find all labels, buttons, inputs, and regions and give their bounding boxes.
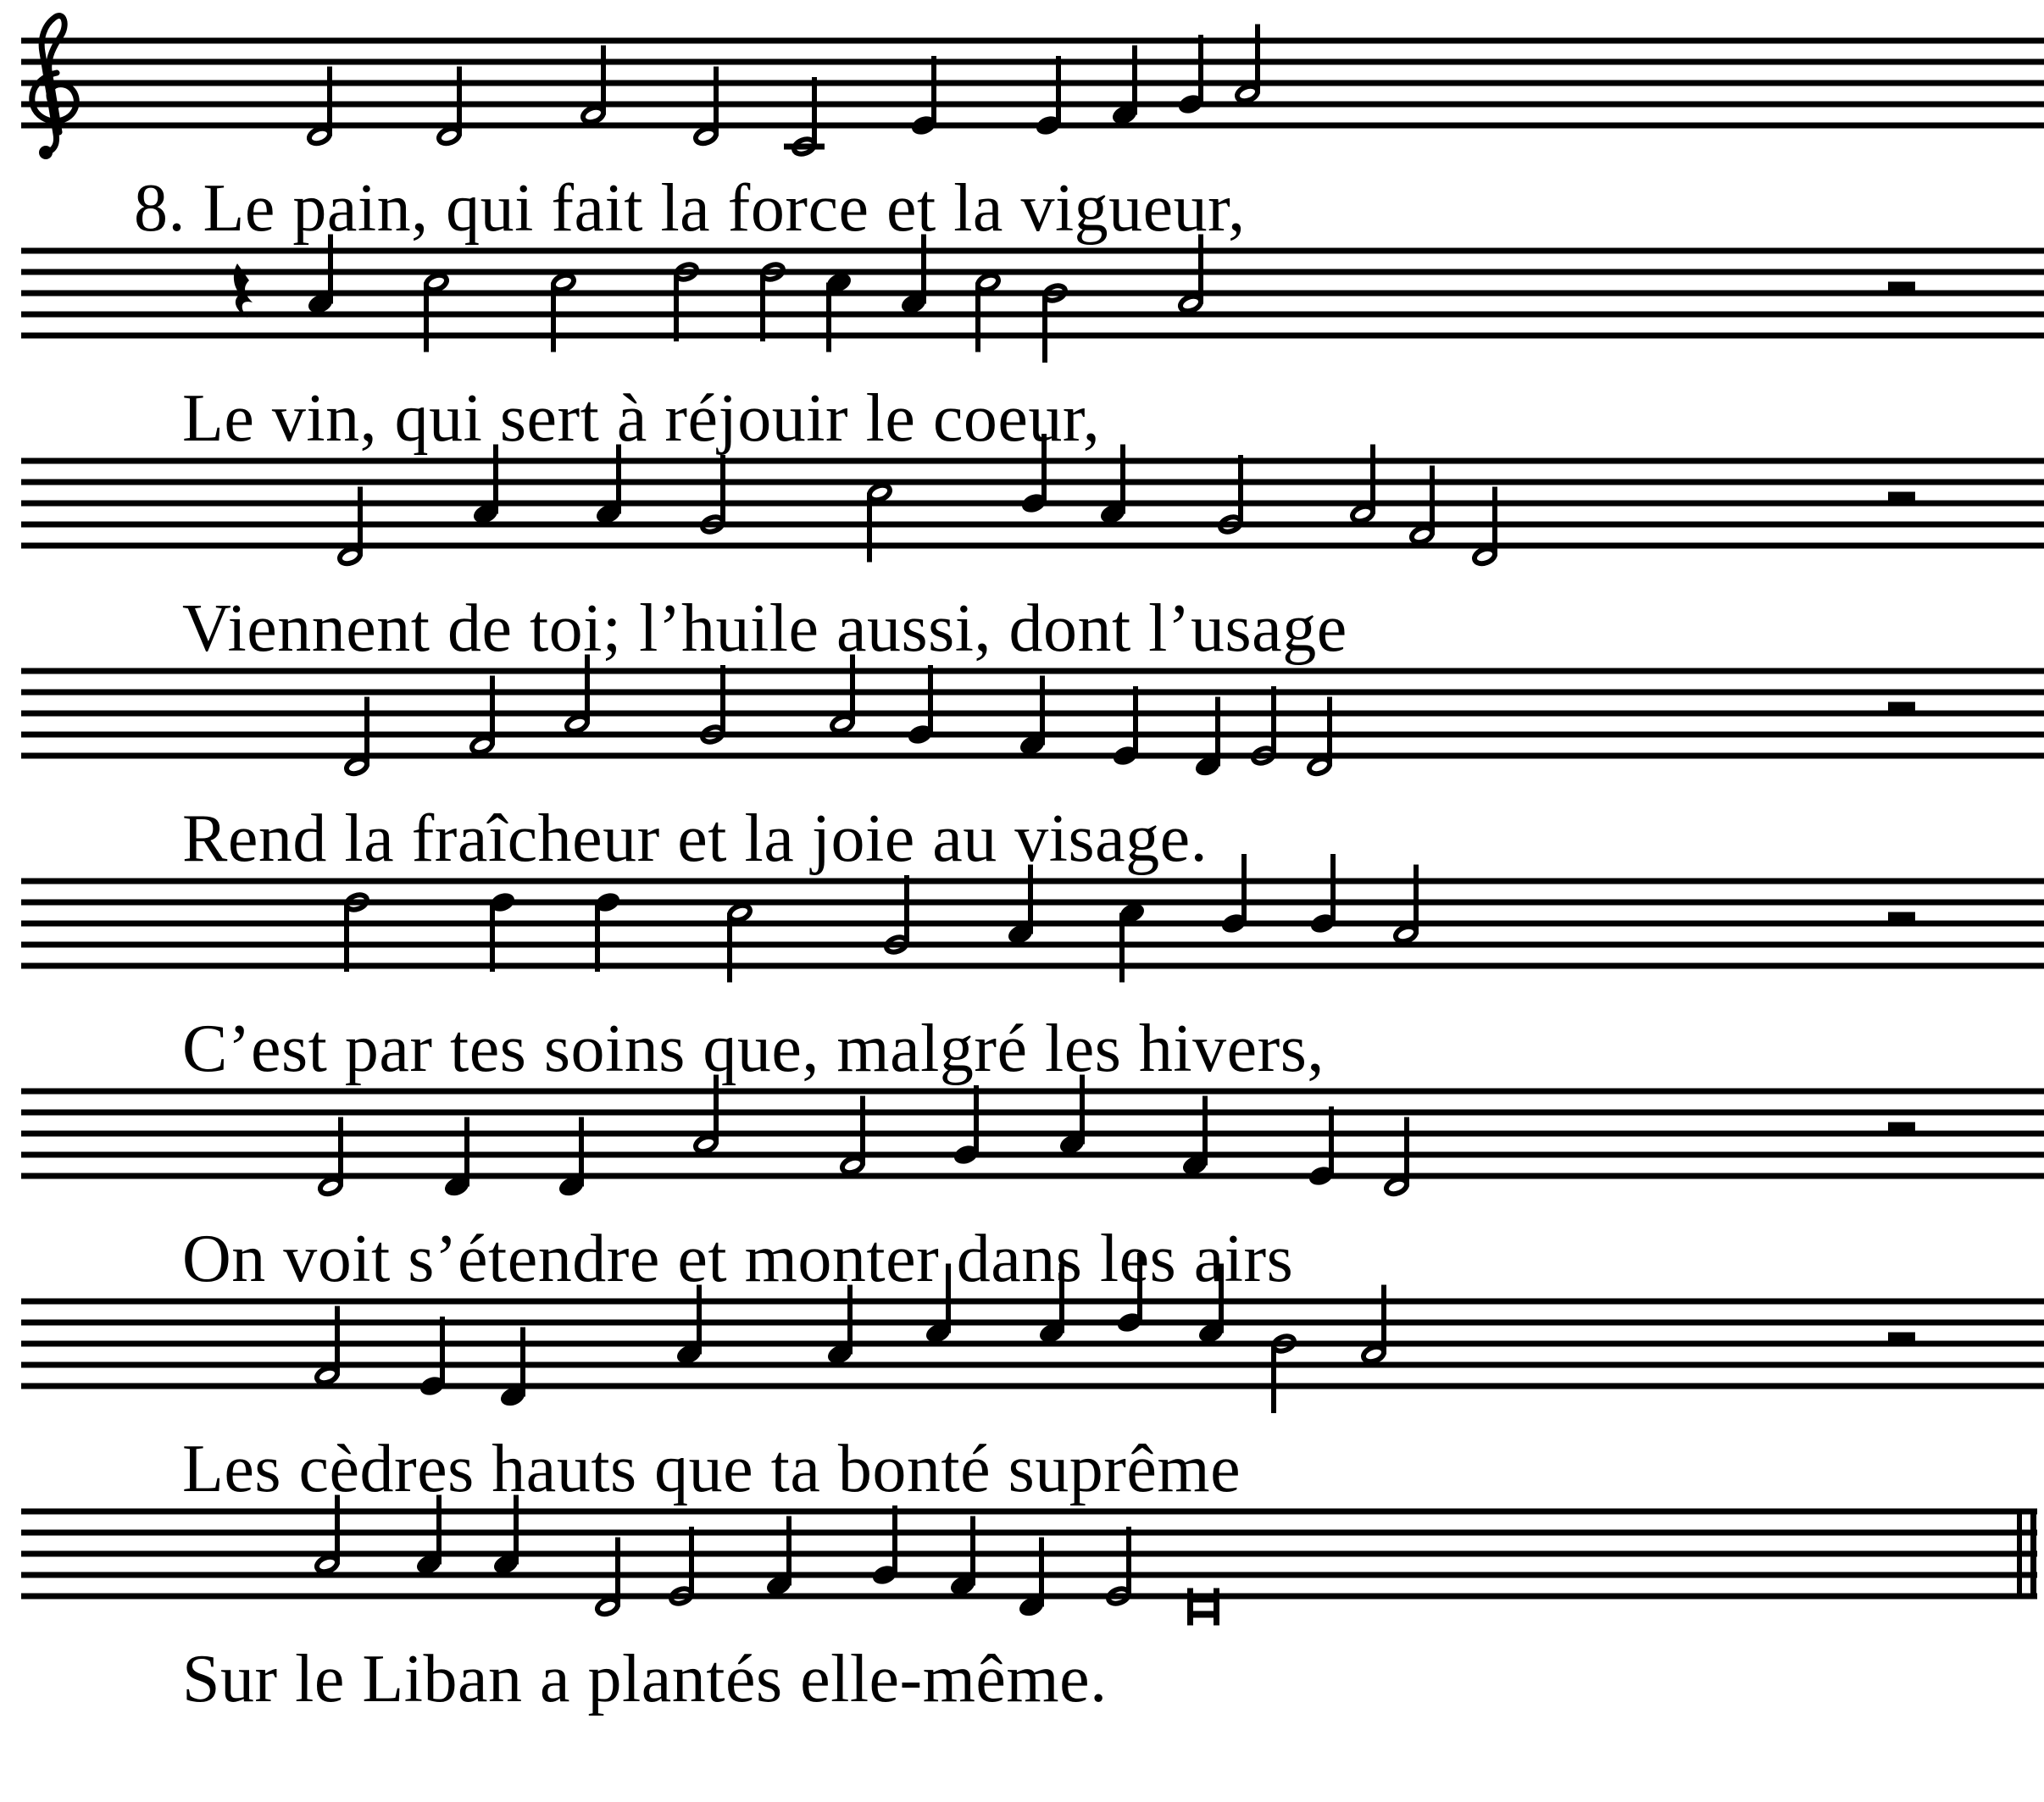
staff-line <box>21 102 2044 108</box>
note-head <box>469 735 494 756</box>
note-head <box>551 273 575 293</box>
staff-line <box>21 1131 2044 1137</box>
note-stem <box>520 1328 525 1397</box>
staff-line <box>21 1341 2044 1347</box>
lyric-line-4: Rend la fraîcheur et la joie au visage. <box>182 801 1208 876</box>
note-head <box>1384 1177 1408 1197</box>
note-stem <box>1329 1106 1334 1176</box>
note-stem <box>720 455 725 524</box>
staff-line <box>21 942 2044 948</box>
treble-clef-icon <box>32 16 76 159</box>
staff-line <box>21 1530 2037 1536</box>
note-stem <box>1039 1538 1044 1607</box>
note-head <box>314 1366 339 1386</box>
note-head <box>840 1156 864 1176</box>
staff-line <box>21 1320 2044 1326</box>
half-rest-icon <box>1888 912 1915 924</box>
staff-line <box>21 1110 2044 1116</box>
note-stem <box>464 1117 469 1187</box>
note-stem <box>1255 25 1260 94</box>
half-rest-icon <box>1888 282 1915 294</box>
note-stem <box>595 902 600 972</box>
note-head <box>436 126 461 147</box>
note-stem <box>970 1516 975 1586</box>
note-head <box>1393 924 1418 945</box>
note-stem <box>1133 686 1138 756</box>
note-head <box>1307 757 1331 777</box>
note-head <box>580 105 605 125</box>
note-stem <box>1119 913 1125 983</box>
half-rest-icon <box>1888 702 1915 714</box>
note-stem <box>615 1538 620 1607</box>
note-stem <box>1271 1344 1276 1413</box>
note-stem <box>1238 455 1243 524</box>
half-rest-icon <box>1888 492 1915 504</box>
note-stem <box>490 676 495 746</box>
note-stem <box>1381 1285 1386 1355</box>
half-rest-icon <box>1888 1123 1915 1134</box>
staff-line <box>21 312 2044 318</box>
note-head <box>1178 294 1203 314</box>
note-head <box>1235 84 1259 104</box>
note-stem <box>1056 56 1061 125</box>
note-stem <box>601 46 606 115</box>
lyric-line-7: Les cèdres hauts que ta bonté suprême <box>182 1432 1241 1506</box>
note-head <box>318 1177 342 1197</box>
note-stem <box>928 665 933 735</box>
lyric-line-2: Le vin, qui sert à réjouir le coeur, <box>182 381 1101 456</box>
note-head <box>337 546 362 567</box>
note-stem <box>1132 46 1137 115</box>
note-head <box>693 1134 718 1155</box>
note-stem <box>674 272 679 341</box>
note-stem <box>1414 865 1419 934</box>
note-head <box>867 483 891 503</box>
staff-line <box>21 480 2044 485</box>
note-stem <box>457 67 462 136</box>
note-stem <box>867 493 872 563</box>
staff-line <box>21 543 2044 549</box>
staff-line <box>21 1594 2037 1600</box>
note-head <box>975 273 1000 293</box>
note-stem <box>1271 686 1276 756</box>
note-head <box>344 757 369 777</box>
note-head <box>693 126 718 147</box>
note-stem <box>551 283 556 352</box>
note-stem <box>892 1505 897 1575</box>
lyric-line-5: C’est par tes soins que, malgré les hivers, <box>182 1012 1325 1086</box>
staff-line <box>21 1173 2044 1179</box>
note-stem <box>689 1527 694 1596</box>
note-stem <box>344 902 349 972</box>
note-head <box>1409 525 1434 546</box>
staff-line <box>21 269 2044 275</box>
note-stem <box>1120 445 1125 514</box>
staff-line <box>21 711 2044 717</box>
note-stem <box>720 665 725 735</box>
note-head <box>727 903 752 923</box>
note-stem <box>1241 854 1247 923</box>
note-stem <box>1040 676 1045 746</box>
staff-line <box>21 690 2044 696</box>
note-head <box>424 273 448 293</box>
note-head <box>1361 1345 1386 1365</box>
note-stem <box>1492 487 1497 557</box>
note-stem <box>1198 35 1203 104</box>
note-stem <box>335 1306 340 1376</box>
note-stem <box>1203 1096 1208 1166</box>
note-stem <box>974 1085 979 1155</box>
note-stem <box>1430 466 1435 535</box>
note-stem <box>1042 293 1047 363</box>
note-head <box>1472 546 1497 567</box>
note-head <box>595 1597 619 1617</box>
staff-line <box>21 963 2044 969</box>
note-stem <box>338 1117 343 1187</box>
note-stem <box>975 283 980 352</box>
staff-line <box>21 1152 2044 1158</box>
note-stem <box>1327 697 1332 767</box>
staff-line <box>21 59 2044 65</box>
final-double-barline <box>2030 1509 2036 1599</box>
note-stem <box>364 697 369 767</box>
note-stem <box>358 487 363 557</box>
note-stem <box>786 1516 791 1586</box>
note-stem <box>760 272 765 341</box>
note-stem <box>812 77 817 147</box>
lyric-line-8: Sur le Liban a plantés elle-même. <box>182 1642 1108 1716</box>
staff-line <box>21 38 2044 44</box>
note-stem <box>1404 1117 1409 1187</box>
note-stem <box>714 67 719 136</box>
staff-line <box>21 333 2044 339</box>
lyric-line-1: 8. Le pain, qui fait la force et la vigueur, <box>134 171 1246 246</box>
half-rest-icon <box>1888 1333 1915 1345</box>
note-stem <box>727 913 732 983</box>
note-stem <box>327 67 332 136</box>
note-stem <box>1215 697 1220 767</box>
lyric-line-3: Viennent de toi; l’huile aussi, dont l’usage <box>182 591 1347 666</box>
note-stem <box>1330 854 1336 923</box>
note-head <box>830 714 854 735</box>
note-stem <box>904 875 909 945</box>
final-double-barline <box>2017 1509 2022 1599</box>
note-head <box>564 714 589 735</box>
note-stem <box>1370 445 1375 514</box>
staff-line <box>21 80 2044 86</box>
note-stem <box>860 1096 865 1166</box>
note-stem <box>931 56 936 125</box>
note-head <box>314 1555 339 1575</box>
note-stem <box>490 902 495 972</box>
note-stem <box>440 1317 445 1386</box>
note-stem <box>579 1117 584 1187</box>
note-stem <box>826 283 831 352</box>
staff-line <box>21 522 2044 528</box>
note-head <box>1350 504 1375 524</box>
ledger-line <box>784 144 825 150</box>
note-stem <box>1126 1527 1131 1596</box>
note-stem <box>424 283 429 352</box>
note-head <box>307 126 331 147</box>
lyric-line-6: On voit s’étendre et monter dans les airs <box>182 1222 1294 1296</box>
